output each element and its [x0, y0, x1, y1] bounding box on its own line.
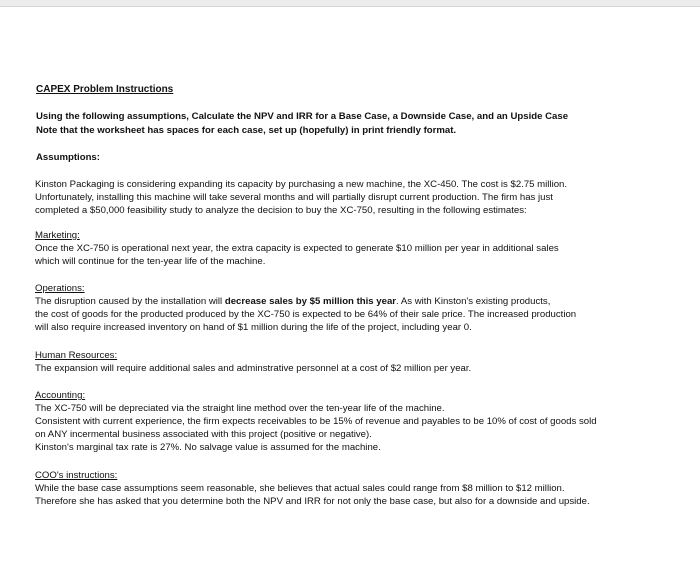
operations-line: the cost of goods for the producted produced by the XC-750 is expected to be 64% of their sale price. The increased production	[35, 309, 577, 320]
accounting-line: Consistent with current experience, the firm expects receivables to be 15% of revenue and payables to be 10% of cost of goods sold	[35, 416, 597, 427]
coo-heading: COO's instructions:	[35, 470, 118, 481]
accounting-line: Kinston's marginal tax rate is 27%. No salvage value is assumed for the machine.	[35, 442, 381, 453]
marketing-line: Once the XC-750 is operational next year, the extra capacity is expected to generate $10 million per year in additional sales	[35, 243, 559, 254]
human-resources-section	[35, 349, 665, 375]
accounting-section	[35, 389, 665, 454]
page-title: CAPEX Problem Instructions	[36, 84, 174, 95]
intro-line: completed a $50,000 feasibility study to analyze the decision to buy the XC-750, resulting in the following estimates:	[35, 205, 527, 216]
coo-section	[35, 469, 665, 508]
accounting-line: on ANY incermental business associated with this project (positive or negative).	[35, 429, 372, 440]
operations-heading: Operations:	[35, 283, 85, 294]
window-top-bar	[0, 0, 700, 7]
intro-line: Unfortunately, installing this machine will take several months and will partially disrupt current production. The firm has just	[35, 192, 553, 203]
coo-line: Therefore she has asked that you determine both the NPV and IRR for not only the base case, but also for a downside and upside.	[35, 496, 590, 507]
operations-text: . As with Kinston's existing products,	[396, 296, 551, 307]
marketing-section	[35, 229, 665, 268]
human-resources-line: The expansion will require additional sales and adminstrative personnel at a cost of $2 million per year.	[35, 363, 472, 374]
accounting-heading: Accounting:	[35, 390, 86, 401]
operations-line	[35, 295, 665, 308]
operations-emphasis: decrease sales by $5 million this year	[224, 296, 397, 307]
human-resources-heading: Human Resources:	[35, 350, 118, 361]
instruction-line-1: Using the following assumptions, Calculate the NPV and IRR for a Base Case, a Downside Case, and an Upside Case	[36, 111, 569, 122]
marketing-heading: Marketing:	[35, 230, 80, 241]
accounting-line: The XC-750 will be depreciated via the straight line method over the ten-year life of the machine.	[35, 403, 445, 414]
operations-section	[35, 282, 665, 334]
coo-line: While the base case assumptions seem reasonable, she believes that actual sales could range from $8 million to $12 million.	[35, 483, 565, 494]
assumptions-label: Assumptions:	[36, 152, 100, 163]
operations-line: will also require increased inventory on hand of $1 million during the life of the project, including year 0.	[35, 322, 472, 333]
intro-line: Kinston Packaging is considering expanding its capacity by purchasing a new machine, the XC-450. The cost is $2.75 million.	[35, 179, 568, 190]
marketing-line: which will continue for the ten-year life of the machine.	[35, 256, 266, 267]
operations-text: The disruption caused by the installation will	[35, 296, 225, 307]
intro-paragraph	[35, 178, 665, 217]
instruction-line-2: Note that the worksheet has spaces for each case, set up (hopefully) in print friendly format.	[36, 125, 457, 136]
